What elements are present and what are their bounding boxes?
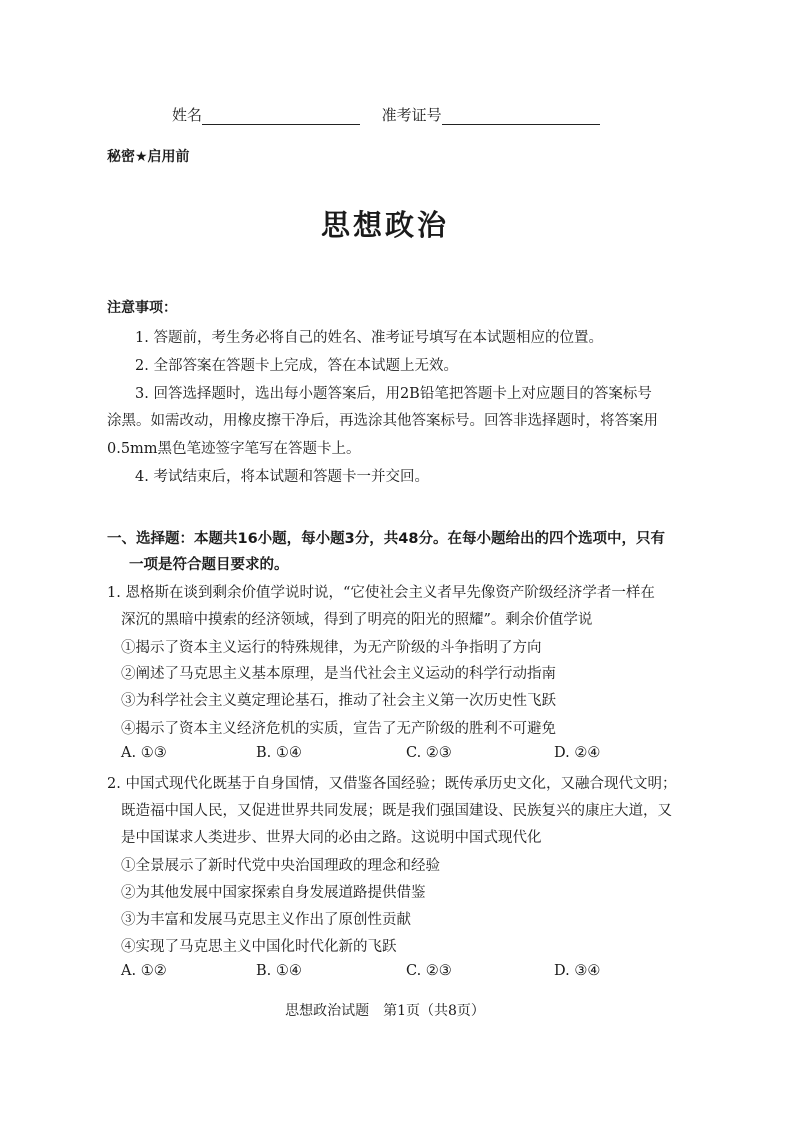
note-line: 2. 全部答案在答题卡上完成，答在本试题上无效。 xyxy=(135,358,458,374)
question-stem: 2. 中国式现代化既基于自身国情，又借鉴各国经验；既传承历史文化，又融合现代文明； xyxy=(107,776,677,792)
statement-item: ①揭示了资本主义运行的特殊规律，为无产阶级的斗争指明了方向 xyxy=(121,640,542,656)
exam-id-blank xyxy=(442,108,600,125)
statement-item: ④实现了马克思主义中国化时代化新的飞跃 xyxy=(121,939,397,955)
option-a: A. ①③ xyxy=(121,745,167,761)
option-a: A. ①② xyxy=(121,963,167,979)
candidate-info-row xyxy=(172,104,600,125)
question-stem: 既造福中国人民，又促进世界共同发展；既是我们强国建设、民族复兴的康庄大道，又 xyxy=(121,803,672,819)
note-line: 0.5mm黑色笔迹签字笔写在答题卡上。 xyxy=(107,441,361,457)
confidential-label: 秘密★启用前 xyxy=(107,149,190,165)
page-title: 思想政治 xyxy=(320,208,449,242)
statement-item: ①全景展示了新时代党中央治国理政的理念和经验 xyxy=(121,858,440,874)
notes-heading: 注意事项： xyxy=(107,300,177,316)
section-heading: 一、选择题：本题共16小题，每小题3分，共48分。在每小题给出的四个选项中，只有 xyxy=(107,531,665,547)
question-stem: 是中国谋求人类进步、世界大同的必由之路。这说明中国式现代化 xyxy=(121,830,542,846)
option-d: D. ③④ xyxy=(554,963,601,979)
option-c: C. ②③ xyxy=(406,745,452,761)
section-heading-cont: 一项是符合题目要求的。 xyxy=(129,557,289,573)
statement-item: ②阐述了马克思主义基本原理，是当代社会主义运动的科学行动指南 xyxy=(121,666,556,682)
statement-item: ③为科学社会主义奠定理论基石，推动了社会主义第一次历史性飞跃 xyxy=(121,693,556,709)
statement-item: ④揭示了资本主义经济危机的实质，宣告了无产阶级的胜利不可避免 xyxy=(121,721,556,737)
note-line: 1. 答题前，考生务必将自己的姓名、准考证号填写在本试题相应的位置。 xyxy=(135,330,603,346)
name-blank xyxy=(202,108,360,125)
page-footer: 思想政治试题 第1页（共8页） xyxy=(285,1003,485,1019)
option-d: D. ②④ xyxy=(554,745,601,761)
statement-item: ②为其他发展中国家探索自身发展道路提供借鉴 xyxy=(121,885,426,901)
note-line: 涂黑。如需改动，用橡皮擦干净后，再选涂其他答案标号。回答非选择题时，将答案用 xyxy=(107,413,658,429)
exam-id-label: 准考证号 xyxy=(381,106,442,124)
note-line: 4. 考试结束后，将本试题和答题卡一并交回。 xyxy=(135,469,429,485)
name-label: 姓名 xyxy=(172,106,203,124)
note-line: 3. 回答选择题时，选出每小题答案后，用2B铅笔把答题卡上对应题目的答案标号 xyxy=(135,386,652,402)
option-c: C. ②③ xyxy=(406,963,452,979)
question-stem: 1. 恩格斯在谈到剩余价值学说时说，“它使社会主义者早先像资产阶级经济学者一样在 xyxy=(107,585,655,601)
question-stem: 深沉的黑暗中摸索的经济领域，得到了明亮的阳光的照耀”。剩余价值学说 xyxy=(121,612,593,628)
statement-item: ③为丰富和发展马克思主义作出了原创性贡献 xyxy=(121,912,411,928)
option-b: B. ①④ xyxy=(256,745,302,761)
option-b: B. ①④ xyxy=(256,963,302,979)
